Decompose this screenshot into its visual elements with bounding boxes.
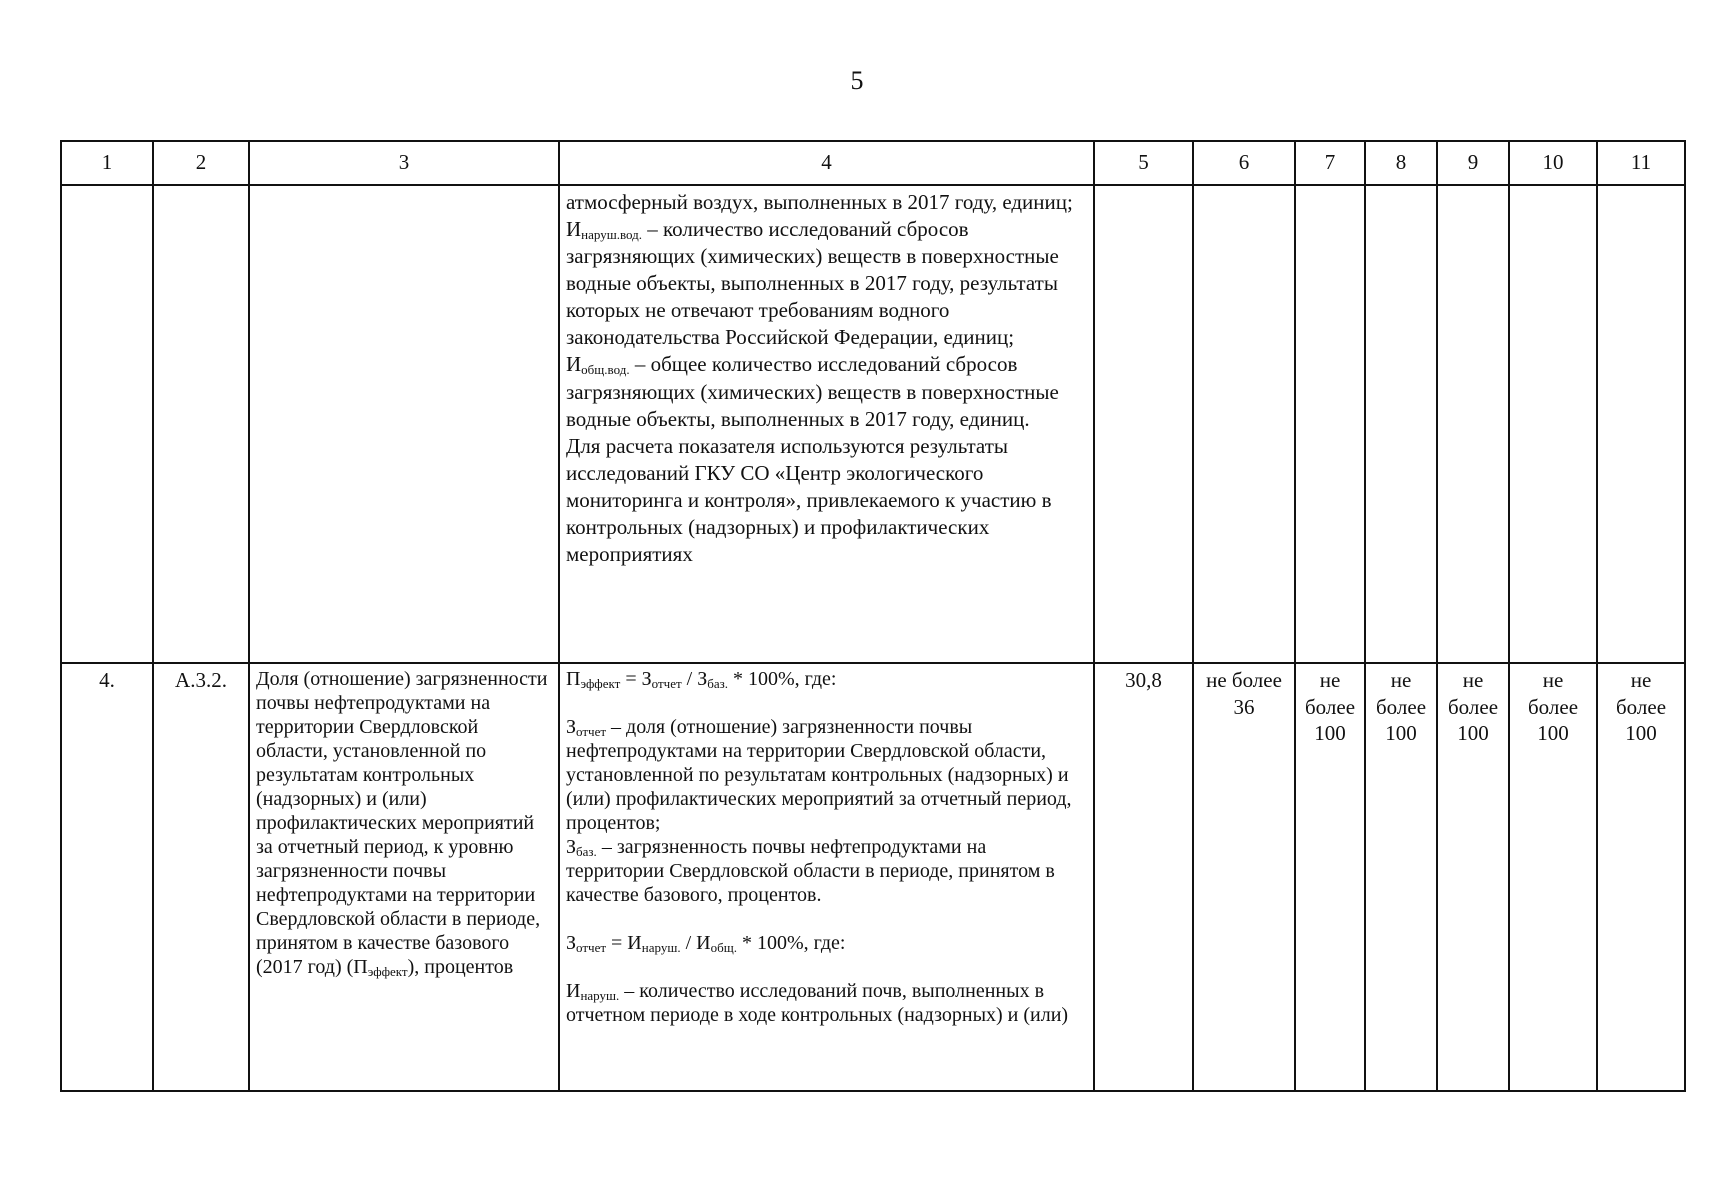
variable-subscript: общ.вод. [581,362,630,378]
formula-2 [566,931,1087,955]
formula-subscript: наруш. [641,940,681,955]
definition-text: – общее количество исследований сбросов загрязняющих (химических) веществ в поверхностные водные объекты, выполненных в 2017 году, единиц. [566,352,1059,431]
header-col-4: 4 [559,141,1094,185]
variable: И [566,352,582,377]
header-col-5: 5 [1094,141,1193,185]
row1-col4-para-4: Для расчета показателя используются результаты исследований ГКУ СО «Центр экологического мониторинга и контроля», привлекаемого к участию в контрольных (надзорных) и профилактических мероприятиях [566,433,1052,567]
formula-subscript: баз. [707,676,728,691]
formula-term: / З [681,668,708,690]
definition-text: – количество исследований сбросов загрязняющих (химических) веществ в поверхностные водные объекты, выполненных в 2017 году, результаты которых не отвечают требованиям водного законодательства Российской Федерации, единиц; [566,217,1059,350]
header-col-9: 9 [1437,141,1509,185]
definition-2 [566,835,1087,907]
row2-base-value: 30,8 [1094,663,1193,1091]
variable: З [566,836,577,858]
header-col-2: 2 [153,141,249,185]
row1-col3 [249,185,559,663]
header-col-10: 10 [1509,141,1597,185]
row2-col4-methodology [559,663,1094,1091]
definition-3 [566,979,1087,1027]
row2-target-col7: не более 100 [1295,663,1365,1091]
row2-target-col11: не более 100 [1597,663,1685,1091]
table-row [61,185,1685,663]
formula-subscript: отчет [576,940,607,955]
indicator-name-tail: ), процентов [407,956,514,978]
page-number: 5 [850,66,864,95]
row1-col4-para-1: атмосферный воздух, выполненных в 2017 году, единиц; [566,190,1073,214]
header-col-7: 7 [1295,141,1365,185]
formula-term: * 100%, где: [728,668,837,690]
formula-term: П [566,668,581,690]
row1-col4-para-3 [566,351,1087,432]
formula-1 [566,667,1087,691]
formula-term: = З [620,668,652,690]
table-row [61,663,1685,1091]
row1-col1 [61,185,153,663]
row1-col2 [153,185,249,663]
definition-text: – количество исследований почв, выполненных в отчетном периоде в ходе контрольных (надзорных) и (или) [566,980,1069,1026]
row2-target-col10: не более 100 [1509,663,1597,1091]
row1-col9 [1437,185,1509,663]
header-col-3: 3 [249,141,559,185]
indicator-table [60,140,1686,1092]
row2-number: 4. [61,663,153,1091]
row1-col7 [1295,185,1365,663]
formula-term: * 100%, где: [736,932,846,954]
header-col-1: 1 [61,141,153,185]
variable-subscript: баз. [576,844,597,859]
header-row [61,141,1685,185]
row2-target-col6: не более 36 [1193,663,1295,1091]
header-col-8: 8 [1365,141,1437,185]
spacer [566,691,1087,715]
formula-subscript: общ. [710,940,737,955]
variable-subscript: наруш.вод. [581,227,643,243]
spacer [566,955,1087,979]
row1-col10 [1509,185,1597,663]
header-col-6: 6 [1193,141,1295,185]
variable: И [566,217,582,242]
row1-col4-para-2 [566,216,1087,351]
row1-col5 [1094,185,1193,663]
row2-target-col8: не более 100 [1365,663,1437,1091]
variable-subscript: наруш. [580,988,620,1003]
variable-subscript: отчет [576,724,607,739]
indicator-name-subscript: эффект [367,964,408,979]
definition-text: – загрязненность почвы нефтепродуктами на территории Свердловской области в периоде, принятом в качестве базового, процентов. [566,836,1055,906]
formula-term: З [566,932,577,954]
row1-col6 [1193,185,1295,663]
definition-1 [566,715,1087,835]
header-col-11: 11 [1597,141,1685,185]
row2-target-col9: не более 100 [1437,663,1509,1091]
formula-term: = И [606,932,642,954]
formula-subscript: отчет [651,676,682,691]
indicator-name-text: Доля (отношение) загрязненности почвы нефтепродуктами на территории Свердловской области, установленной по результатам контрольных (надзорных) и (или) профилактических мероприятий за отчетный период, к уровню загрязненности почвы нефтепродуктами на территории Свердловской области в периоде, принятом в качестве базового (2017 год) (П [256,668,548,978]
formula-subscript: эффект [580,676,621,691]
variable: И [566,980,581,1002]
row1-col4-methodology [559,185,1094,663]
row1-col11 [1597,185,1685,663]
spacer [566,907,1087,931]
definition-text: – доля (отношение) загрязненности почвы нефтепродуктами на территории Свердловской области, установленной по результатам контрольных (надзорных) и (или) профилактических мероприятий за отчетный период, процентов; [566,716,1072,834]
formula-term: / И [680,932,711,954]
row1-col8 [1365,185,1437,663]
variable: З [566,716,577,738]
row2-code: А.3.2. [153,663,249,1091]
row2-indicator-name [249,663,559,1091]
